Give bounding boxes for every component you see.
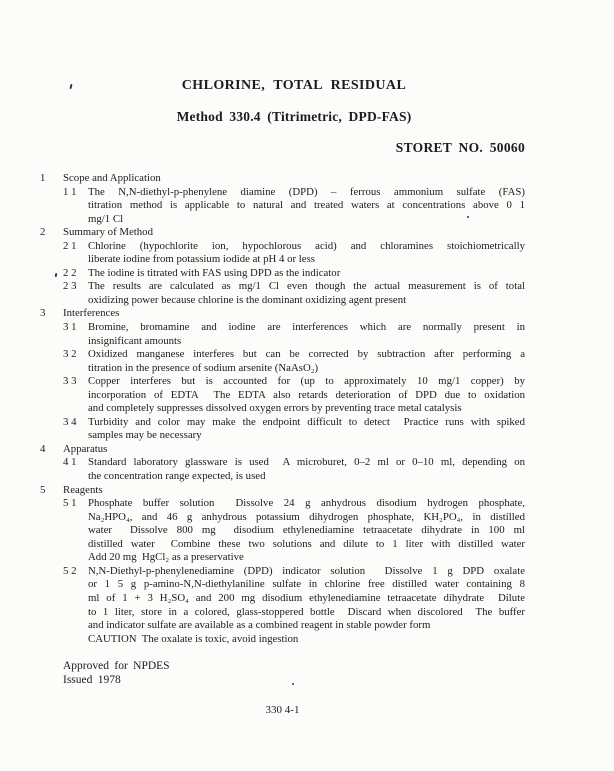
item-line: and indicator sulfate are available as a combined reagent in stable powder form: [88, 619, 431, 632]
item-number: 3 3: [63, 375, 77, 388]
item-line: ml of 1 + 3 H₂SO₄ and 200 mg disodium ethylenediamine tetraacetate dihydrate Dilute: [88, 591, 525, 604]
method-item: [63, 267, 525, 281]
section-title: Interferences: [63, 307, 120, 320]
item-line: Na₂HPO₄, and 46 g anhydrous potassium dihydrogen phosphate, KH₂PO₄, in distilled: [88, 510, 525, 523]
scan-speck: [467, 216, 469, 218]
item-line: Add 20 mg HgCl₂ as a preservative: [88, 551, 244, 564]
item-text: [88, 321, 525, 348]
item-line: Phosphate buffer solution Dissolve 24 g anhydrous disodium hydrogen phosphate,: [88, 497, 525, 510]
section-title: Apparatus: [63, 442, 108, 455]
storet-number: STORET NO. 50060: [395, 140, 525, 155]
item-line: Chlorine (hypochlorite ion, hypochlorous acid) and chloramines stoichiometrically: [88, 239, 525, 252]
section: [40, 443, 525, 484]
method-item: [63, 375, 525, 416]
item-number: 2 1: [63, 239, 77, 252]
method-item: [63, 565, 525, 646]
item-text: [88, 497, 525, 565]
item-line: Copper interferes but is accounted for (up to approximately 10 mg/1 copper) by: [88, 375, 525, 388]
section-title: Reagents: [63, 483, 103, 496]
method-item: [63, 456, 525, 483]
item-text: [88, 375, 525, 416]
method-item: [63, 416, 525, 443]
item-line: Standard laboratory glassware is used A microburet, 0–2 ml or 0–10 ml, depending on: [88, 456, 525, 469]
item-line: water Dissolve 800 mg disodium ethylenediamine tetraacetate dihydrate in 100 ml: [88, 524, 525, 537]
item-line: The results are calculated as mg/1 Cl even though the actual measurement is of total: [88, 280, 525, 293]
item-text: [88, 348, 525, 375]
item-line: or 1 5 g p-amino-N,N-diethylaniline sulfate in chlorine free distilled water containing 8: [88, 578, 525, 591]
item-line: to 1 liter, store in a colored, glass-stoppered bottle Discard when discolored The buffer: [88, 605, 525, 618]
method-item: [63, 497, 525, 565]
item-line: samples may be necessary: [88, 429, 202, 442]
item-line: Turbidity and color may make the endpoint difficult to detect Practice runs with spiked: [88, 415, 525, 428]
section-number: 1: [40, 172, 46, 184]
footer-approved-line: Approved for NPDES: [63, 660, 170, 672]
section-heading: [40, 443, 525, 457]
item-number: 4 1: [63, 456, 77, 469]
section-heading: [40, 226, 525, 240]
item-text: [88, 240, 525, 267]
section-title: Summary of Method: [63, 226, 153, 239]
item-number: 3 4: [63, 415, 77, 428]
item-text: [88, 280, 525, 307]
item-line: the concentration range expected, is used: [88, 470, 266, 483]
method-item: [63, 348, 525, 375]
item-text: [88, 267, 525, 281]
section: [40, 172, 525, 226]
page-title: CHLORINE, TOTAL RESIDUAL: [181, 78, 407, 93]
item-line: distilled water Combine these two solutions and dilute to 1 liter with distilled water: [88, 537, 525, 550]
section-title: Scope and Application: [63, 172, 161, 184]
section: [40, 226, 525, 307]
page-number: 330 4-1: [265, 704, 300, 716]
document-body: [40, 172, 525, 646]
item-number: 2 2: [63, 266, 77, 279]
section-number: 4: [40, 442, 46, 455]
item-line: and completely suppresses dissolved oxygen errors by preventing trace metal catalysis: [88, 402, 462, 415]
section: [40, 484, 525, 647]
item-number: 1 1: [63, 185, 77, 198]
scan-speck: [292, 683, 294, 685]
section-number: 2: [40, 226, 46, 239]
item-line: mg/1 Cl: [88, 212, 124, 225]
item-text: [88, 456, 525, 483]
item-text: [88, 186, 525, 227]
section-heading: [40, 307, 525, 321]
section-heading: [40, 484, 525, 498]
item-line: The N,N-diethyl-p-phenylene diamine (DPD) – ferrous ammonium sulfate (FAS): [88, 185, 525, 198]
section-heading: [40, 172, 525, 186]
item-line: CAUTION The oxalate is toxic, avoid ingestion: [88, 632, 299, 645]
item-line: Oxidized manganese interferes but can be corrected by subtraction after performing a: [88, 348, 525, 361]
item-line: N,N-Diethyl-p-phenylenediamine (DPD) indicator solution Dissolve 1 g DPD oxalate: [88, 564, 525, 577]
item-number: 3 1: [63, 321, 77, 334]
section: [40, 307, 525, 442]
method-subtitle: Method 330.4 (Titrimetric, DPD-FAS): [176, 109, 412, 124]
item-line: The iodine is titrated with FAS using DPD as the indicator: [88, 266, 341, 279]
item-line: Bromine, bromamine and iodine are interferences which are normally present in: [88, 321, 525, 334]
item-line: liberate iodine from potassium iodide at pH 4 or less: [88, 253, 315, 266]
method-item: [63, 321, 525, 348]
item-number: 3 2: [63, 348, 77, 361]
method-item: [63, 280, 525, 307]
footer-issued-line: Issued 1978: [63, 674, 121, 686]
item-line: insignificant amounts: [88, 334, 182, 347]
item-line: titration method is applicable to natural and treated waters at concentrations above 0 1: [88, 199, 525, 212]
section-number: 5: [40, 483, 46, 496]
item-line: incorporation of EDTA The EDTA also retards deterioration of DPD due to oxidation: [88, 388, 525, 401]
section-number: 3: [40, 307, 46, 320]
method-item: [63, 240, 525, 267]
method-item: [63, 186, 525, 227]
item-number: 5 2: [63, 564, 77, 577]
item-number: 2 3: [63, 280, 77, 293]
item-text: [88, 416, 525, 443]
item-text: [88, 565, 525, 646]
item-number: 5 1: [63, 497, 77, 510]
item-line: titration in the presence of sodium arsenite (NaAsO₂): [88, 361, 319, 374]
item-line: oxidizing power because chlorine is the dominant oxidizing agent present: [88, 293, 407, 306]
